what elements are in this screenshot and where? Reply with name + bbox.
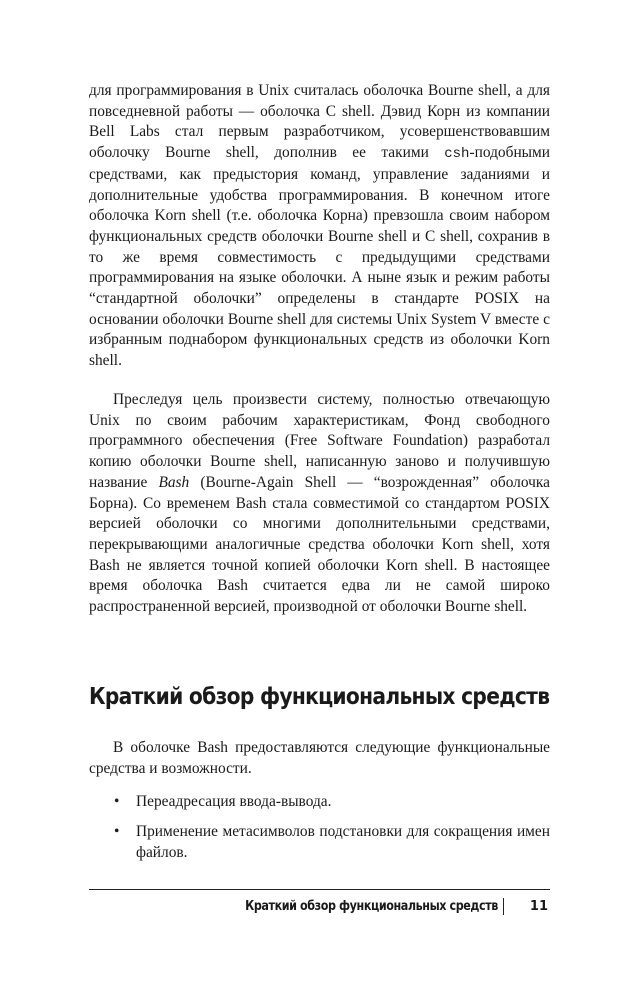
list-item [89,792,550,813]
footer-separator [503,898,504,915]
feature-list [89,792,550,813]
paragraph-shell-history [89,81,550,372]
section-intro [89,738,550,779]
paragraph-text: (Bourne-Again Shell — “возрожденная” оболочка Борна). Со временем Bash стала совместимой со стандартом POSIX версией оболочки со многими дополнительными средствами, перекрывающими аналогичные средства оболочки Korn shell, хотя Bash не является точной копией оболочки Korn shell. В настоящее время оболочка Bash считается едва ли не самой широко распространенной версией, производной от оболочки Bourne shell. [89,473,550,616]
list-item-text: Применение метасимволов подстановки для сокращения имен файлов. [136,823,550,861]
section-heading: Краткий обзор функциональных средств [89,684,550,710]
list-item [89,822,550,863]
bullet-icon: • [114,823,120,840]
inline-code-csh: csh [444,146,470,163]
footer-divider [89,889,550,890]
paragraph-text: для программирования в Unix считалась оболочка Bourne shell, а для повседневной работы — оболочка C shell. Дэвид Корн из компании Bell Labs стал первым разработчиком, усовершенствовавшим оболочку Bourne shell, дополнив ее такими [89,82,550,162]
feature-list-continued [89,822,550,863]
running-footer-title: Краткий обзор функциональных средств [245,899,498,914]
bullet-icon: • [114,793,120,810]
list-item-text: Переадресация ввода-вывода. [136,793,332,810]
paragraph-text: -подобными средствами, как предыстория команд, управление заданиями и дополнительные удобства программирования. В конечном итоге оболочка Korn shell (т.е. оболочка Корна) превзошла своим набором функциональных средств оболочки Bourne shell и C shell, сохранив в то же время совместимость с предыдущими средствами программирования на языке оболочки. А ныне язык и режим работы “стандартной оболочки” определены в стандарте POSIX на основании оболочки Bourne shell для системы Unix System V вместе с избранным поднабором функциональных средств из оболочки Korn shell. [89,144,550,370]
emphasis-bash: Bash [158,473,190,491]
intro-text: В оболочке Bash предоставляются следующие функциональные средства и возможности. [89,739,550,777]
paragraph-bash-origin [89,390,550,618]
page-number: 11 [529,899,548,914]
paragraph-text: Преследуя цель произвести систему, полностью отвечающую Unix по своим рабочим характеристикам, Фонд свободного программного обеспечения (Free Software Foundation) разработал копию оболочки Bourne shell, написанную заново и получившую название [89,391,550,491]
